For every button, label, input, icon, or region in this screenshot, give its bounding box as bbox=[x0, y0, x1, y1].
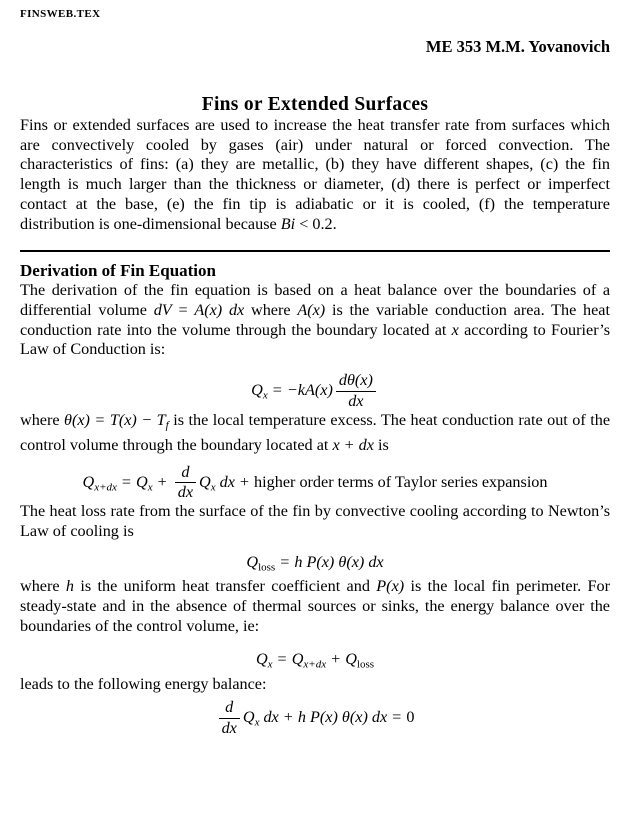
text-segment: x bbox=[451, 320, 459, 339]
eq-lhs: Q bbox=[251, 381, 263, 400]
eq-equals: = bbox=[277, 650, 287, 669]
eq-term1-subscript: x bbox=[267, 658, 273, 671]
eq-coefficient: −kA(x) bbox=[286, 381, 333, 400]
eq-term3: Q bbox=[345, 650, 357, 669]
eq-term2-differential: dx bbox=[219, 472, 235, 491]
eq-term1-subscript: x bbox=[254, 716, 260, 729]
eq-tail-text: higher order terms of Taylor series expansion bbox=[254, 472, 548, 491]
eq-term2: Q bbox=[199, 472, 211, 491]
text-segment: is bbox=[373, 435, 389, 454]
text-segment: leads to the following energy balance: bbox=[20, 674, 267, 693]
intro-paragraph bbox=[20, 116, 610, 234]
eq-fraction-numerator: dθ(x) bbox=[336, 372, 376, 392]
eq-term1-subscript: x bbox=[147, 481, 153, 494]
fourier-equation bbox=[20, 372, 610, 411]
eq-fraction bbox=[175, 464, 196, 503]
text-segment: dV bbox=[153, 300, 172, 319]
leads-paragraph bbox=[20, 675, 610, 695]
heat-loss-paragraph bbox=[20, 502, 610, 541]
text-segment: Fins or extended surfaces are used to increase the heat transfer rate from surfaces which are convectively cooled by gases (air) under natural or forced convection. The characteristics of fins: (a) they are metallic, (b) they have different shapes, (c) the fin length is much larger than the thickness or diameter, (d) there is perfect or imperfect contact at the base, (e) the fin tip is adiabatic or it is cooled, (f) the temperature distribution is one-dimensional because bbox=[20, 116, 610, 233]
eq-equals: = bbox=[392, 708, 402, 727]
section-divider-rule bbox=[20, 250, 610, 252]
eq-term1: Q bbox=[136, 472, 148, 491]
text-segment: P(x) bbox=[376, 577, 405, 596]
eq-term2-subscript: x+dx bbox=[303, 658, 327, 671]
text-segment: according to Fourier’s Law of Conduction is: bbox=[20, 320, 611, 359]
text-segment: A(x) dx bbox=[194, 300, 245, 319]
eq-rhs: 0 bbox=[406, 708, 415, 727]
eq-term3-subscript: loss bbox=[356, 658, 375, 671]
text-segment: where bbox=[244, 300, 298, 319]
where-h-paragraph bbox=[20, 577, 610, 636]
derivation-paragraph bbox=[20, 281, 610, 360]
eq-plus: + bbox=[239, 472, 250, 491]
eq-fraction bbox=[219, 699, 240, 738]
taylor-equation bbox=[20, 464, 610, 503]
text-segment: The heat loss rate from the surface of the fin by convective cooling according to Newton’s Law of cooling is bbox=[20, 502, 610, 540]
eq-term1: Q bbox=[242, 708, 255, 727]
newton-equation bbox=[20, 552, 610, 578]
text-segment: is the variable conduction area. The heat conduction rate into the volume through the boundary located at bbox=[20, 300, 610, 339]
eq-lhs-subscript: x bbox=[262, 389, 268, 402]
eq-term2-subscript: x bbox=[210, 481, 216, 494]
document-title: Fins or Extended Surfaces bbox=[201, 94, 429, 115]
eq-plus: + bbox=[331, 650, 341, 669]
eq-fraction bbox=[336, 372, 376, 411]
eq-term2: Q bbox=[291, 650, 304, 669]
eq-plus: + bbox=[283, 708, 293, 727]
course-author-header: ME 353 M.M. Yovanovich bbox=[425, 37, 610, 56]
eq-equals: = bbox=[121, 472, 132, 491]
balance-equation bbox=[20, 649, 610, 675]
eq-equals: = bbox=[272, 381, 282, 400]
text-segment: where bbox=[20, 577, 66, 596]
eq-rhs: h P(x) θ(x) dx bbox=[294, 552, 384, 571]
eq-lhs: Q bbox=[246, 552, 259, 571]
eq-term2: h P(x) θ(x) dx bbox=[297, 708, 388, 727]
text-segment: x + dx bbox=[332, 435, 374, 454]
eq-fraction-numerator: d bbox=[175, 464, 196, 484]
text-segment: f bbox=[165, 419, 169, 432]
eq-term1: Q bbox=[255, 650, 268, 669]
text-segment: θ(x) = T(x) − T bbox=[64, 410, 166, 429]
eq-fraction-denominator: dx bbox=[348, 391, 364, 410]
text-segment: where bbox=[20, 410, 65, 429]
energy-balance-equation bbox=[20, 699, 610, 738]
eq-lhs-subscript: loss bbox=[258, 561, 276, 574]
text-segment: = bbox=[171, 300, 195, 319]
eq-plus: + bbox=[157, 472, 167, 491]
eq-equals: = bbox=[280, 552, 290, 571]
eq-lhs-subscript: x+dx bbox=[94, 481, 117, 494]
text-segment: is the local temperature excess. The heat conduction rate out of the control volume through the boundary located at bbox=[20, 410, 610, 454]
eq-term1-differential: dx bbox=[263, 708, 279, 727]
eq-fraction-numerator: d bbox=[219, 699, 240, 719]
text-segment: Bi bbox=[280, 214, 296, 233]
text-segment: The derivation of the fin equation is based on a heat balance over the boundaries of a differential volume bbox=[20, 281, 610, 319]
text-segment: is the uniform heat transfer coefficient and bbox=[74, 577, 377, 596]
eq-lhs: Q bbox=[82, 472, 95, 491]
eq-fraction-denominator: dx bbox=[177, 483, 194, 502]
text-segment: h bbox=[65, 577, 74, 596]
text-segment: is the local fin perimeter. For steady-state and in the absence of thermal sources or sinks, the energy balance over the boundaries of the control volume, ie: bbox=[20, 577, 610, 635]
eq-fraction-denominator: dx bbox=[221, 719, 237, 738]
text-segment: A(x) bbox=[297, 300, 326, 319]
text-segment: < 0.2. bbox=[295, 214, 337, 233]
file-label: FINSWEB.TEX bbox=[20, 8, 101, 20]
where-theta-paragraph bbox=[20, 411, 610, 456]
section-heading: Derivation of Fin Equation bbox=[20, 261, 216, 281]
